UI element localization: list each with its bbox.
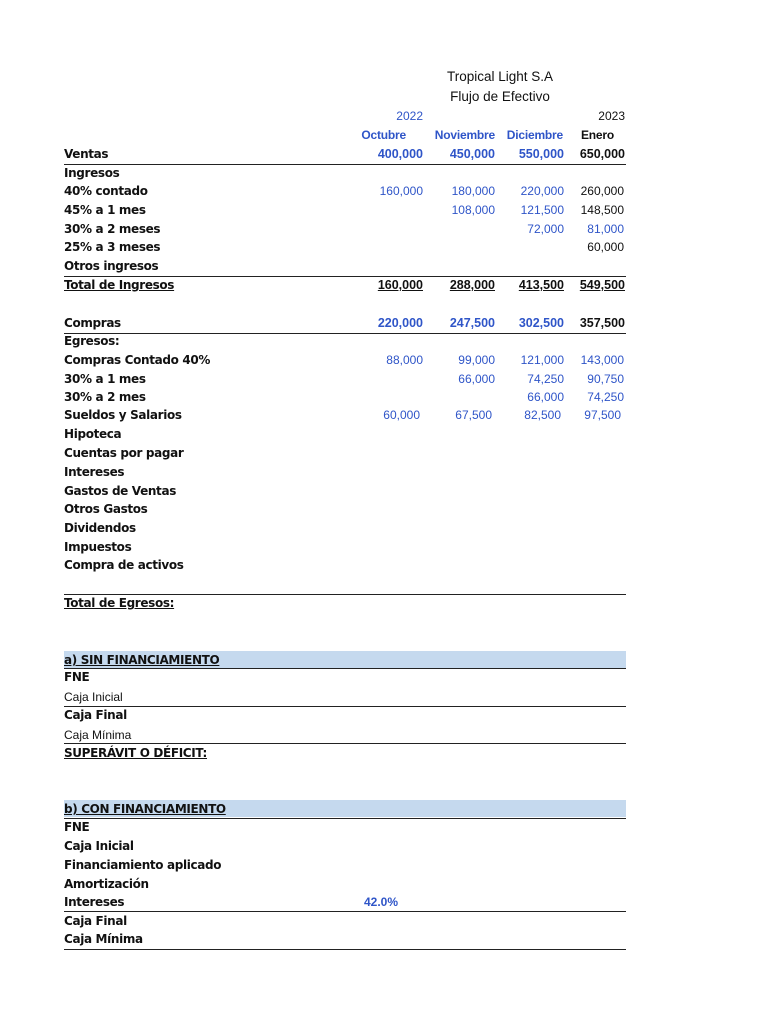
report-title: Flujo de Efectivo [450,89,550,104]
row-total-ingresos [64,277,626,295]
row-caja-final [64,707,626,725]
row-eg-30-a-1-mes [64,371,626,389]
row-contado-40 [64,183,626,201]
row-label: Gastos de Ventas [64,484,176,498]
cell: 413,500 [518,278,564,292]
row-label: Caja Mínima [64,728,132,742]
cell: 160,000 [377,278,423,292]
row-25-a-3-meses [64,239,626,257]
cell: 550,000 [518,147,564,161]
cell: 143,000 [580,353,624,367]
divider [64,911,626,912]
row-label: 40% contado [64,184,148,198]
row-financiamiento-aplicado [64,857,626,875]
row-label: Caja Mínima [64,932,143,946]
section-title: a) SIN FINANCIAMIENTO [64,653,220,667]
row-fne [64,669,626,687]
row-ingresos [64,165,626,183]
row-label: 30% a 2 meses [64,222,161,236]
row-label: Total de Egresos: [64,596,175,610]
row-egresos [64,333,626,351]
year-2023: 2023 [598,109,625,123]
row-label: Otros ingresos [64,259,159,273]
cell: 97,500 [584,408,621,422]
cell: 650,000 [579,147,625,161]
row-caja-inicial [64,689,626,707]
row-hipoteca [64,426,626,444]
row-label: Intereses [64,895,125,909]
row-amortizacion [64,876,626,894]
row-label: Dividendos [64,521,136,535]
row-compras [64,315,626,333]
cell: 82,500 [524,408,561,422]
cell: 72,000 [527,222,564,236]
row-intereses [64,464,626,482]
month-header-row [0,128,768,146]
row-otros-gastos [64,501,626,519]
cell: 108,000 [451,203,495,217]
month-enero: Enero [580,128,614,142]
row-caja-minima [64,931,626,949]
cell: 148,500 [580,203,624,217]
company-title: Tropical Light S.A [446,69,554,84]
row-label: Sueldos y Salarios [64,408,182,422]
row-sueldos [64,407,626,425]
row-label: Compra de activos [64,558,184,572]
row-label: Otros Gastos [64,502,148,516]
row-gastos-ventas [64,483,626,501]
cell: 121,500 [520,203,564,217]
cell: 220,000 [377,316,423,330]
row-45-a-1-mes [64,202,626,220]
month-diciembre: Diciembre [506,128,563,142]
row-ventas [64,146,626,164]
row-label: Total de Ingresos [64,278,175,292]
row-label: Caja Inicial [64,839,134,853]
row-otros-ingresos [64,258,626,276]
row-dividendos [64,520,626,538]
row-label: Compras Contado 40% [64,353,210,367]
cell: 99,000 [458,353,495,367]
cell: 160,000 [379,184,423,198]
row-label: 25% a 3 meses [64,240,161,254]
cell: 288,000 [449,278,495,292]
cell: 74,250 [527,372,564,386]
cell: 60,000 [383,408,420,422]
row-superavit [64,745,626,763]
cell: 549,500 [579,278,625,292]
cell: 220,000 [520,184,564,198]
row-caja-inicial [64,838,626,856]
row-label: 45% a 1 mes [64,203,146,217]
cell: 302,500 [518,316,564,330]
divider [64,743,626,744]
row-total-egresos [64,595,626,613]
row-label: Cuentas por pagar [64,446,184,460]
year-2022: 2022 [396,109,423,123]
row-label: Caja Final [64,708,127,722]
row-label: Amortización [64,877,149,891]
row-cuentas-por-pagar [64,445,626,463]
section-title: b) CON FINANCIAMIENTO [64,802,226,816]
row-30-a-2-meses [64,221,626,239]
row-label: Impuestos [64,540,132,554]
cell: 81,000 [587,222,624,236]
month-noviembre: Noviembre [434,128,495,142]
row-label: FNE [64,670,90,684]
month-octubre: Octubre [361,128,406,142]
cell: 121,000 [520,353,564,367]
row-label: Hipoteca [64,427,122,441]
row-intereses [64,894,626,912]
cell: 66,000 [458,372,495,386]
row-label: Ventas [64,147,109,161]
cell: 260,000 [580,184,624,198]
cell: 67,500 [455,408,492,422]
interest-rate: 42.0% [363,895,398,909]
cell: 450,000 [449,147,495,161]
row-label: SUPERÁVIT O DÉFICIT: [64,746,208,760]
cell: 88,000 [386,353,423,367]
row-compras-contado [64,352,626,370]
row-label: Egresos: [64,334,120,348]
row-label: Caja Inicial [64,690,123,704]
cell: 60,000 [587,240,624,254]
cell: 90,750 [587,372,624,386]
divider [64,949,626,950]
row-label: Compras [64,316,121,330]
cell: 74,250 [587,390,624,404]
row-label: Financiamiento aplicado [64,858,222,872]
cell: 180,000 [451,184,495,198]
cell: 66,000 [527,390,564,404]
row-compra-activos [64,557,626,575]
section-con-financiamiento [64,801,626,819]
row-label: Caja Final [64,914,127,928]
cell: 247,500 [449,316,495,330]
cell: 400,000 [377,147,423,161]
row-label: 30% a 1 mes [64,372,146,386]
row-impuestos [64,539,626,557]
row-label: Ingresos [64,166,120,180]
cell: 357,500 [579,316,625,330]
row-label: 30% a 2 mes [64,390,146,404]
row-label: Intereses [64,465,125,479]
row-label: FNE [64,820,90,834]
row-caja-final [64,913,626,931]
row-fne [64,819,626,837]
row-eg-30-a-2-mes [64,389,626,407]
